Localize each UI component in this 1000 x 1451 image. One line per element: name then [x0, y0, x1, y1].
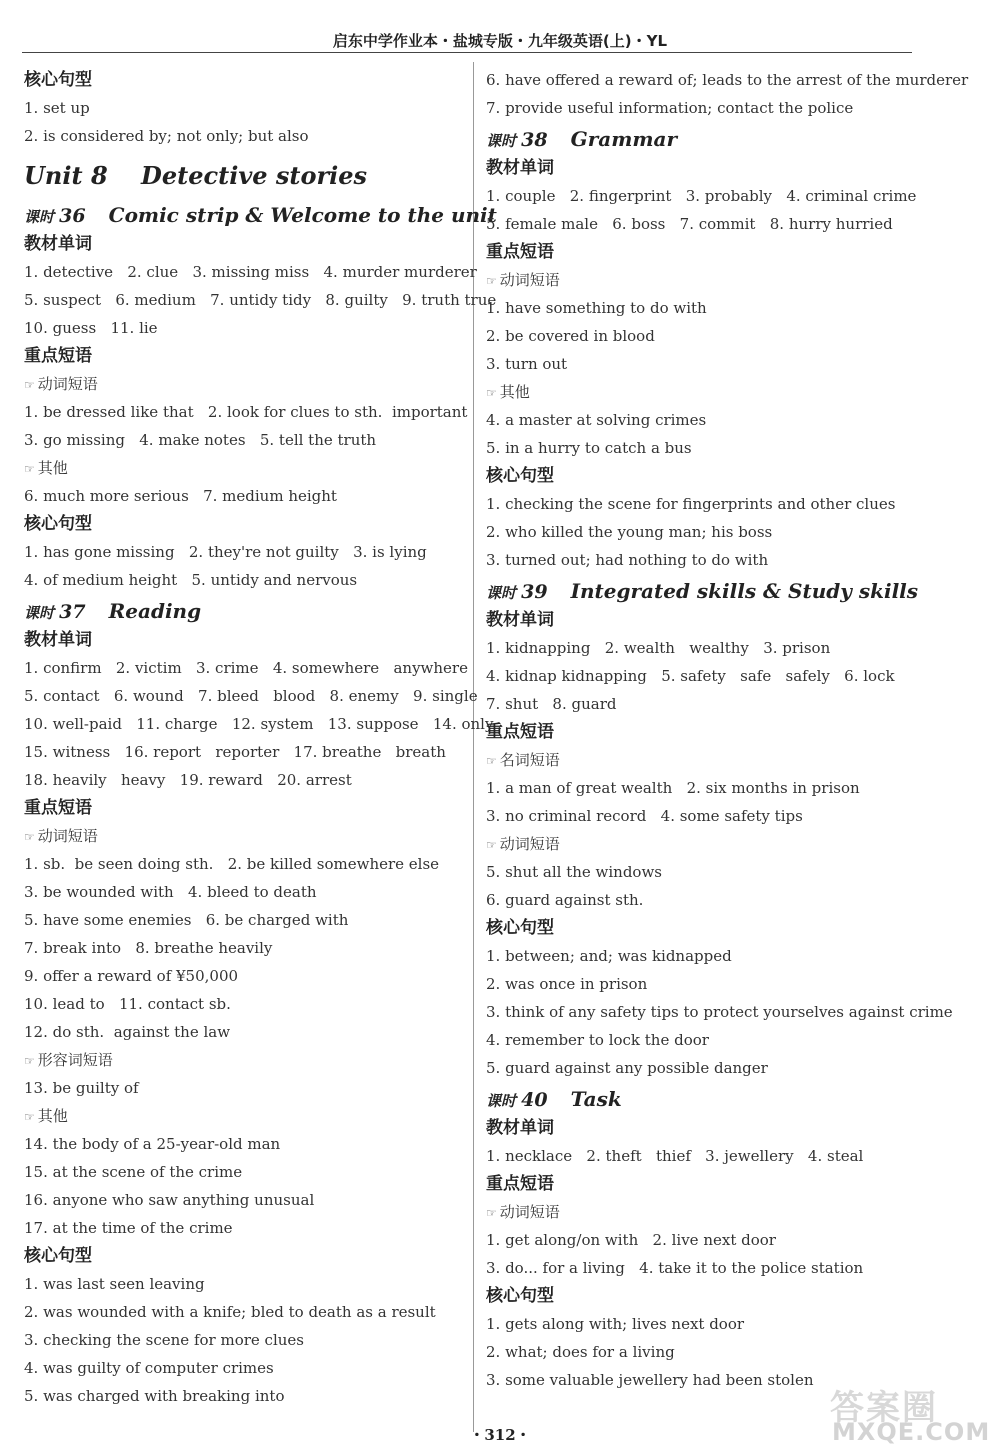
answer-line: 5. have some enemies 6. be charged with — [24, 911, 349, 929]
answer-line: 10. guess 11. lie — [24, 319, 158, 337]
answer-line: 10. lead to 11. contact sb. — [24, 995, 231, 1013]
section-heading: 核心句型 — [486, 918, 554, 938]
subsection-heading: ☞ 其他 — [24, 459, 68, 477]
watermark-text: 答案圈 — [830, 1388, 938, 1428]
lesson-title: Task — [570, 1087, 622, 1111]
section-heading: 核心句型 — [24, 1246, 92, 1266]
answer-line: 16. anyone who saw anything unusual — [24, 1191, 315, 1209]
answer-line: 1. have something to do with — [486, 299, 707, 317]
answer-line: 7. break into 8. breathe heavily — [24, 939, 273, 957]
answer-line: 2. was once in prison — [486, 975, 648, 993]
section-heading: 核心句型 — [24, 514, 92, 534]
answer-line: 2. be covered in blood — [486, 327, 655, 345]
answer-line: 2. what; does for a living — [486, 1343, 675, 1361]
subsection-heading: ☞ 动词短语 — [486, 1203, 560, 1221]
answer-line: 3. think of any safety tips to protect yourselves against crime — [486, 1003, 953, 1021]
answer-line: 1. was last seen leaving — [24, 1275, 205, 1293]
answer-line: 7. provide useful information; contact the police — [486, 99, 854, 117]
pointer-icon: ☞ — [486, 838, 497, 852]
answer-line: 15. at the scene of the crime — [24, 1163, 243, 1181]
answer-line: 1. get along/on with 2. live next door — [486, 1231, 776, 1249]
answer-line: 1. between; and; was kidnapped — [486, 947, 732, 965]
answer-line: 1. sb. be seen doing sth. 2. be killed somewhere else — [24, 855, 440, 873]
lesson-label: 课时 — [486, 1092, 517, 1110]
answer-line: 1. kidnapping 2. wealth wealthy 3. prison — [486, 639, 831, 657]
answer-line: 6. much more serious 7. medium height — [24, 487, 337, 505]
section-heading: 教材单词 — [486, 158, 554, 178]
header-rule — [22, 52, 912, 53]
answer-line: 10. well-paid 11. charge 12. system 13. suppose 14. only — [24, 715, 494, 733]
answer-line: 1. has gone missing 2. they're not guilty 3. is lying — [24, 543, 427, 561]
lesson-number: 38 — [521, 129, 548, 151]
subsection-heading: ☞ 其他 — [486, 383, 530, 401]
subsection-heading: ☞ 动词短语 — [486, 271, 560, 289]
subsection-heading: ☞ 其他 — [24, 1107, 68, 1125]
section-heading: 教材单词 — [24, 630, 92, 650]
answer-line: 2. was wounded with a knife; bled to death as a result — [24, 1303, 436, 1321]
section-heading: 重点短语 — [486, 722, 554, 742]
lesson-number: 39 — [521, 581, 548, 603]
answer-line: 1. checking the scene for fingerprints and other clues — [486, 495, 896, 513]
lesson-heading — [24, 596, 464, 626]
pointer-icon: ☞ — [24, 378, 35, 392]
page-number: ・312・ — [469, 1426, 531, 1444]
answer-line: 5. suspect 6. medium 7. untidy tidy 8. guilty 9. truth true — [24, 291, 497, 309]
answer-line: 1. couple 2. fingerprint 3. probably 4. criminal crime — [486, 187, 917, 205]
section-heading: 教材单词 — [486, 1118, 554, 1138]
pointer-icon: ☞ — [486, 1206, 497, 1220]
answer-line: 5. was charged with breaking into — [24, 1387, 285, 1405]
section-heading: 核心句型 — [486, 466, 554, 486]
section-heading: 教材单词 — [486, 610, 554, 630]
answer-line: 17. at the time of the crime — [24, 1219, 233, 1237]
answer-line: 13. be guilty of — [24, 1079, 139, 1097]
answer-line: 1. detective 2. clue 3. missing miss 4. murder murderer — [24, 263, 477, 281]
section-heading: 重点短语 — [24, 798, 92, 818]
section-heading: 重点短语 — [486, 242, 554, 262]
answer-line: 12. do sth. against the law — [24, 1023, 231, 1041]
lesson-number: 36 — [59, 205, 86, 227]
right-column — [486, 66, 969, 1394]
subsection-heading: ☞ 动词短语 — [486, 835, 560, 853]
answer-line: 4. of medium height 5. untidy and nervous — [24, 571, 358, 589]
answer-line: 1. be dressed like that 2. look for clues to sth. important — [24, 403, 468, 421]
lesson-label: 课时 — [24, 208, 55, 226]
answer-line: 5. contact 6. wound 7. bleed blood 8. enemy 9. single — [24, 687, 478, 705]
answer-line: 9. offer a reward of ¥50,000 — [24, 967, 239, 985]
answer-line: 1. a man of great wealth 2. six months in prison — [486, 779, 860, 797]
section-heading: 核心句型 — [24, 70, 92, 90]
lesson-title: Grammar — [570, 127, 678, 151]
pointer-icon: ☞ — [486, 754, 497, 768]
lesson-number: 37 — [59, 601, 86, 623]
unit-title: Unit 8 Detective stories — [24, 161, 368, 190]
answer-line: 5. in a hurry to catch a bus — [486, 439, 692, 457]
answer-line: 6. guard against sth. — [486, 891, 644, 909]
section-heading: 重点短语 — [486, 1174, 554, 1194]
lesson-label: 课时 — [486, 132, 517, 150]
watermark-url: MXQE.COM — [832, 1418, 991, 1446]
lesson-heading — [486, 124, 926, 154]
lesson-heading — [486, 1084, 926, 1114]
section-heading: 核心句型 — [486, 1286, 554, 1306]
answer-line: 4. was guilty of computer crimes — [24, 1359, 274, 1377]
lesson-title: Reading — [108, 599, 202, 623]
subsection-heading: ☞ 动词短语 — [24, 827, 98, 845]
pointer-icon: ☞ — [486, 274, 497, 288]
lesson-heading — [24, 200, 497, 230]
answer-line: 4. kidnap kidnapping 5. safety safe safely 6. lock — [486, 667, 895, 685]
lesson-heading — [486, 576, 926, 606]
answer-line: 1. gets along with; lives next door — [486, 1315, 745, 1333]
pointer-icon: ☞ — [24, 830, 35, 844]
answer-line: 4. a master at solving crimes — [486, 411, 707, 429]
answer-line: 3. go missing 4. make notes 5. tell the truth — [24, 431, 377, 449]
lesson-label: 课时 — [24, 604, 55, 622]
answer-line: 5. guard against any possible danger — [486, 1059, 768, 1077]
pointer-icon: ☞ — [24, 1054, 35, 1068]
answer-line: 3. turn out — [486, 355, 568, 373]
lesson-label: 课时 — [486, 584, 517, 602]
answer-line: 15. witness 16. report reporter 17. breathe breath — [24, 743, 446, 761]
answer-line: 3. do... for a living 4. take it to the police station — [486, 1259, 864, 1277]
pointer-icon: ☞ — [486, 386, 497, 400]
answer-line: 3. some valuable jewellery had been stolen — [486, 1371, 814, 1389]
lesson-number: 40 — [521, 1089, 548, 1111]
pointer-icon: ☞ — [24, 462, 35, 476]
lesson-title: Comic strip & Welcome to the unit — [108, 203, 497, 227]
section-heading: 教材单词 — [24, 234, 92, 254]
left-column — [24, 66, 497, 1410]
answer-line: 3. be wounded with 4. bleed to death — [24, 883, 317, 901]
answer-line: 6. have offered a reward of; leads to the arrest of the murderer — [486, 71, 969, 89]
answer-line: 1. set up — [24, 99, 90, 117]
subsection-heading: ☞ 形容词短语 — [24, 1051, 113, 1069]
answer-line: 18. heavily heavy 19. reward 20. arrest — [24, 771, 352, 789]
page-header: 启东中学作业本・盐城专版・九年级英语(上)・YL — [332, 32, 668, 50]
subsection-heading: ☞ 名词短语 — [486, 751, 560, 769]
answer-line: 3. no criminal record 4. some safety tips — [486, 807, 803, 825]
answer-line: 2. is considered by; not only; but also — [24, 127, 309, 145]
pointer-icon: ☞ — [24, 1110, 35, 1124]
answer-line: 5. shut all the windows — [486, 863, 663, 881]
answer-line: 7. shut 8. guard — [486, 695, 617, 713]
answer-line: 5. female male 6. boss 7. commit 8. hurry hurried — [486, 215, 893, 233]
answer-line: 14. the body of a 25-year-old man — [24, 1135, 281, 1153]
answer-line: 3. turned out; had nothing to do with — [486, 551, 769, 569]
section-heading: 重点短语 — [24, 346, 92, 366]
answer-line: 2. who killed the young man; his boss — [486, 523, 773, 541]
answer-line: 1. confirm 2. victim 3. crime 4. somewhere anywhere — [24, 659, 468, 677]
lesson-title: Integrated skills & Study skills — [570, 579, 919, 603]
answer-line: 3. checking the scene for more clues — [24, 1331, 304, 1349]
subsection-heading: ☞ 动词短语 — [24, 375, 98, 393]
answer-line: 4. remember to lock the door — [486, 1031, 709, 1049]
answer-line: 1. necklace 2. theft thief 3. jewellery 4. steal — [486, 1147, 864, 1165]
